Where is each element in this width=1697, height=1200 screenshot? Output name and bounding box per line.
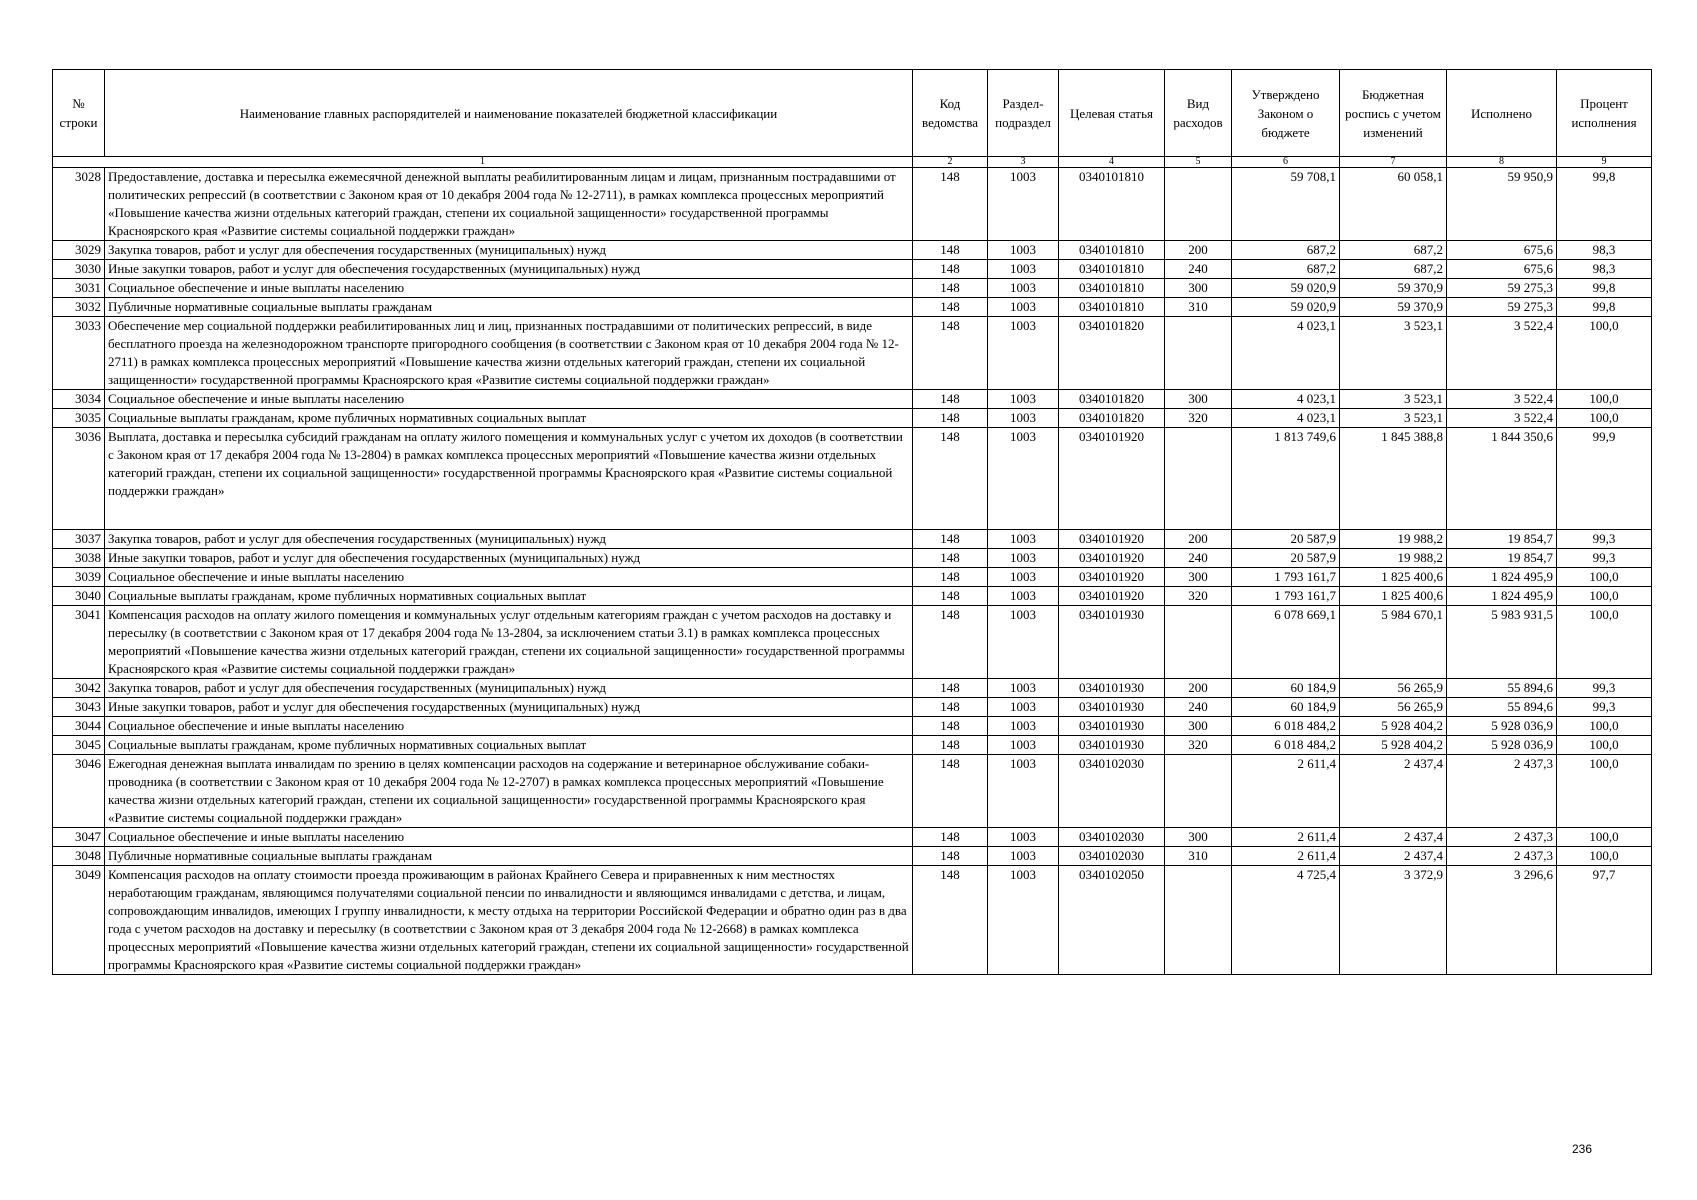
row-section: 1003 bbox=[988, 390, 1059, 409]
row-number: 3038 bbox=[53, 549, 105, 568]
table-row bbox=[53, 390, 1652, 409]
column-number: 1 bbox=[53, 157, 913, 168]
row-target-item: 0340101920 bbox=[1059, 568, 1165, 587]
row-executed: 2 437,3 bbox=[1447, 847, 1557, 866]
row-expense-type: 200 bbox=[1165, 530, 1232, 549]
row-number: 3049 bbox=[53, 866, 105, 975]
row-budget-plan: 3 523,1 bbox=[1340, 390, 1447, 409]
row-approved: 20 587,9 bbox=[1232, 530, 1340, 549]
row-executed: 1 824 495,9 bbox=[1447, 587, 1557, 606]
table-row bbox=[53, 317, 1652, 390]
row-expense-type: 300 bbox=[1165, 390, 1232, 409]
column-number: 4 bbox=[1059, 157, 1165, 168]
row-ministry-code: 148 bbox=[913, 698, 988, 717]
row-approved: 2 611,4 bbox=[1232, 828, 1340, 847]
table-row bbox=[53, 409, 1652, 428]
row-name: Компенсация расходов на оплату жилого помещения и коммунальных услуг отдельным категориям граждан с учетом расходов на доставку и пересылку (в соответствии с Законом края от 17 декабря 2004 года № 13-2804, за исключением статьи 3.1) в рамках комплекса процессных мероприятий «Повышение качества жизни отдельных категорий граждан, степени их социальной защищенности» государственной программы Красноярского края «Развитие системы социальной поддержки граждан» bbox=[105, 606, 913, 679]
row-target-item: 0340101930 bbox=[1059, 679, 1165, 698]
row-executed: 19 854,7 bbox=[1447, 549, 1557, 568]
row-ministry-code: 148 bbox=[913, 736, 988, 755]
row-number: 3046 bbox=[53, 755, 105, 828]
row-percent: 100,0 bbox=[1557, 409, 1652, 428]
header-percent: Процент исполнения bbox=[1557, 70, 1652, 157]
row-approved: 4 023,1 bbox=[1232, 390, 1340, 409]
row-budget-plan: 2 437,4 bbox=[1340, 828, 1447, 847]
row-number: 3045 bbox=[53, 736, 105, 755]
row-executed: 675,6 bbox=[1447, 260, 1557, 279]
row-budget-plan: 2 437,4 bbox=[1340, 755, 1447, 828]
row-percent: 100,0 bbox=[1557, 717, 1652, 736]
row-name: Социальное обеспечение и иные выплаты населению bbox=[105, 717, 913, 736]
row-target-item: 0340101920 bbox=[1059, 549, 1165, 568]
row-expense-type: 300 bbox=[1165, 279, 1232, 298]
column-number: 3 bbox=[988, 157, 1059, 168]
row-ministry-code: 148 bbox=[913, 390, 988, 409]
table-row bbox=[53, 866, 1652, 975]
column-number: 2 bbox=[913, 157, 988, 168]
row-percent: 100,0 bbox=[1557, 847, 1652, 866]
row-ministry-code: 148 bbox=[913, 260, 988, 279]
row-name: Обеспечение мер социальной поддержки реабилитированных лиц и лиц, признанных пострадавшими от политических репрессий, в виде бесплатного проезда на железнодорожном транспорте пригородного сообщения (в соответствии с Законом края от 10 декабря 2004 года № 12-2711) в рамках комплекса процессных мероприятий «Повышение качества жизни отдельных категорий граждан, степени их социальной защищенности» государственной программы Красноярского края «Развитие системы социальной поддержки граждан» bbox=[105, 317, 913, 390]
row-section: 1003 bbox=[988, 698, 1059, 717]
row-percent: 99,9 bbox=[1557, 428, 1652, 530]
row-section: 1003 bbox=[988, 549, 1059, 568]
row-budget-plan: 59 370,9 bbox=[1340, 298, 1447, 317]
row-section: 1003 bbox=[988, 828, 1059, 847]
row-executed: 5 983 931,5 bbox=[1447, 606, 1557, 679]
row-approved: 687,2 bbox=[1232, 260, 1340, 279]
row-target-item: 0340102030 bbox=[1059, 847, 1165, 866]
row-percent: 100,0 bbox=[1557, 568, 1652, 587]
row-number: 3033 bbox=[53, 317, 105, 390]
row-expense-type bbox=[1165, 317, 1232, 390]
row-number: 3044 bbox=[53, 717, 105, 736]
row-expense-type: 320 bbox=[1165, 587, 1232, 606]
row-ministry-code: 148 bbox=[913, 298, 988, 317]
header-executed: Исполнено bbox=[1447, 70, 1557, 157]
header-budget-plan: Бюджетная роспись с учетом изменений bbox=[1340, 70, 1447, 157]
row-section: 1003 bbox=[988, 409, 1059, 428]
row-name: Выплата, доставка и пересылка субсидий гражданам на оплату жилого помещения и коммунальных услуг с учетом их доходов (в соответствии с Законом края от 17 декабря 2004 года № 13-2804) в рамках комплекса процессных мероприятий «Повышение качества жизни отдельных категорий граждан, степени их социальной защищенности» государственной программы Красноярского края «Развитие системы социальной поддержки граждан» bbox=[105, 428, 913, 530]
row-budget-plan: 60 058,1 bbox=[1340, 168, 1447, 241]
column-number: 7 bbox=[1340, 157, 1447, 168]
row-section: 1003 bbox=[988, 568, 1059, 587]
row-approved: 1 793 161,7 bbox=[1232, 568, 1340, 587]
row-name: Социальные выплаты гражданам, кроме публичных нормативных социальных выплат bbox=[105, 587, 913, 606]
row-expense-type bbox=[1165, 168, 1232, 241]
table-row bbox=[53, 241, 1652, 260]
row-executed: 2 437,3 bbox=[1447, 755, 1557, 828]
row-percent: 100,0 bbox=[1557, 317, 1652, 390]
row-executed: 1 844 350,6 bbox=[1447, 428, 1557, 530]
row-number: 3036 bbox=[53, 428, 105, 530]
table-row bbox=[53, 168, 1652, 241]
table-row bbox=[53, 260, 1652, 279]
row-number: 3040 bbox=[53, 587, 105, 606]
row-number: 3047 bbox=[53, 828, 105, 847]
row-budget-plan: 19 988,2 bbox=[1340, 549, 1447, 568]
row-section: 1003 bbox=[988, 717, 1059, 736]
row-approved: 1 813 749,6 bbox=[1232, 428, 1340, 530]
row-ministry-code: 148 bbox=[913, 409, 988, 428]
row-name: Социальные выплаты гражданам, кроме публичных нормативных социальных выплат bbox=[105, 409, 913, 428]
row-name: Иные закупки товаров, работ и услуг для обеспечения государственных (муниципальных) нужд bbox=[105, 260, 913, 279]
table-row bbox=[53, 298, 1652, 317]
table-row bbox=[53, 736, 1652, 755]
row-approved: 4 023,1 bbox=[1232, 409, 1340, 428]
row-ministry-code: 148 bbox=[913, 168, 988, 241]
row-percent: 99,3 bbox=[1557, 549, 1652, 568]
row-executed: 5 928 036,9 bbox=[1447, 717, 1557, 736]
row-target-item: 0340101820 bbox=[1059, 317, 1165, 390]
row-executed: 3 522,4 bbox=[1447, 409, 1557, 428]
row-target-item: 0340101810 bbox=[1059, 168, 1165, 241]
table-row bbox=[53, 679, 1652, 698]
row-expense-type: 240 bbox=[1165, 549, 1232, 568]
row-ministry-code: 148 bbox=[913, 549, 988, 568]
table-row bbox=[53, 698, 1652, 717]
row-expense-type: 310 bbox=[1165, 298, 1232, 317]
row-section: 1003 bbox=[988, 279, 1059, 298]
row-section: 1003 bbox=[988, 866, 1059, 975]
row-name: Социальное обеспечение и иные выплаты населению bbox=[105, 279, 913, 298]
row-expense-type: 320 bbox=[1165, 736, 1232, 755]
row-budget-plan: 3 523,1 bbox=[1340, 409, 1447, 428]
row-number: 3029 bbox=[53, 241, 105, 260]
row-target-item: 0340101920 bbox=[1059, 530, 1165, 549]
row-percent: 100,0 bbox=[1557, 755, 1652, 828]
table-row bbox=[53, 587, 1652, 606]
row-name: Социальное обеспечение и иные выплаты населению bbox=[105, 568, 913, 587]
row-percent: 100,0 bbox=[1557, 828, 1652, 847]
row-name: Социальное обеспечение и иные выплаты населению bbox=[105, 828, 913, 847]
row-executed: 675,6 bbox=[1447, 241, 1557, 260]
row-number: 3034 bbox=[53, 390, 105, 409]
row-section: 1003 bbox=[988, 298, 1059, 317]
row-approved: 59 020,9 bbox=[1232, 279, 1340, 298]
row-target-item: 0340101810 bbox=[1059, 298, 1165, 317]
row-name: Закупка товаров, работ и услуг для обеспечения государственных (муниципальных) нужд bbox=[105, 679, 913, 698]
row-percent: 99,3 bbox=[1557, 679, 1652, 698]
row-budget-plan: 1 825 400,6 bbox=[1340, 568, 1447, 587]
row-expense-type bbox=[1165, 866, 1232, 975]
row-budget-plan: 1 845 388,8 bbox=[1340, 428, 1447, 530]
row-approved: 60 184,9 bbox=[1232, 679, 1340, 698]
row-approved: 2 611,4 bbox=[1232, 847, 1340, 866]
row-percent: 98,3 bbox=[1557, 241, 1652, 260]
table-header bbox=[53, 70, 1652, 168]
row-name: Закупка товаров, работ и услуг для обеспечения государственных (муниципальных) нужд bbox=[105, 530, 913, 549]
row-section: 1003 bbox=[988, 679, 1059, 698]
row-name: Публичные нормативные социальные выплаты гражданам bbox=[105, 298, 913, 317]
row-name: Ежегодная денежная выплата инвалидам по зрению в целях компенсации расходов на содержание и ветеринарное обслуживание собаки-проводника (в соответствии с Законом края от 10 декабря 2004 года № 12-2707) в рамках комплекса процессных мероприятий «Повышение качества жизни отдельных категорий граждан, степени их социальной защищенности» государственной программы Красноярского края «Развитие системы социальной поддержки граждан» bbox=[105, 755, 913, 828]
row-target-item: 0340102030 bbox=[1059, 828, 1165, 847]
row-section: 1003 bbox=[988, 168, 1059, 241]
row-ministry-code: 148 bbox=[913, 587, 988, 606]
row-expense-type: 300 bbox=[1165, 828, 1232, 847]
row-name: Компенсация расходов на оплату стоимости проезда проживающим в районах Крайнего Севера и приравненных к ним местностях неработающим гражданам, являющимся получателями социальной пенсии по инвалидности и являющимся инвалидами с детства, и лицам, сопровождающим инвалидов, имеющих I группу инвалидности, к месту отдыха на территории Российской Федерации и обратно один раз в два года с учетом расходов на доставку и пересылку (в соответствии с Законом края от 3 декабря 2004 года № 12-2668) в рамках комплекса процессных мероприятий «Повышение качества жизни отдельных категорий граждан, степени их социальной защищенности» государственной программы Красноярского края «Развитие системы социальной поддержки граждан» bbox=[105, 866, 913, 975]
row-ministry-code: 148 bbox=[913, 530, 988, 549]
row-number: 3042 bbox=[53, 679, 105, 698]
header-target-item: Целевая статья bbox=[1059, 70, 1165, 157]
table-row bbox=[53, 847, 1652, 866]
table-row bbox=[53, 428, 1652, 530]
row-number: 3048 bbox=[53, 847, 105, 866]
row-section: 1003 bbox=[988, 241, 1059, 260]
row-percent: 99,3 bbox=[1557, 530, 1652, 549]
row-expense-type bbox=[1165, 428, 1232, 530]
row-ministry-code: 148 bbox=[913, 717, 988, 736]
row-name: Социальные выплаты гражданам, кроме публичных нормативных социальных выплат bbox=[105, 736, 913, 755]
row-number: 3039 bbox=[53, 568, 105, 587]
row-ministry-code: 148 bbox=[913, 679, 988, 698]
row-target-item: 0340101930 bbox=[1059, 717, 1165, 736]
row-percent: 97,7 bbox=[1557, 866, 1652, 975]
header-approved: Утверждено Законом о бюджете bbox=[1232, 70, 1340, 157]
row-ministry-code: 148 bbox=[913, 568, 988, 587]
row-approved: 4 725,4 bbox=[1232, 866, 1340, 975]
row-name: Иные закупки товаров, работ и услуг для обеспечения государственных (муниципальных) нужд bbox=[105, 549, 913, 568]
row-number: 3031 bbox=[53, 279, 105, 298]
row-approved: 59 708,1 bbox=[1232, 168, 1340, 241]
row-budget-plan: 56 265,9 bbox=[1340, 679, 1447, 698]
row-executed: 59 275,3 bbox=[1447, 298, 1557, 317]
row-budget-plan: 687,2 bbox=[1340, 241, 1447, 260]
row-budget-plan: 2 437,4 bbox=[1340, 847, 1447, 866]
row-target-item: 0340102030 bbox=[1059, 755, 1165, 828]
row-ministry-code: 148 bbox=[913, 866, 988, 975]
row-approved: 60 184,9 bbox=[1232, 698, 1340, 717]
row-target-item: 0340101820 bbox=[1059, 409, 1165, 428]
column-number: 9 bbox=[1557, 157, 1652, 168]
row-expense-type bbox=[1165, 606, 1232, 679]
table-row bbox=[53, 717, 1652, 736]
row-expense-type: 200 bbox=[1165, 241, 1232, 260]
row-approved: 6 018 484,2 bbox=[1232, 717, 1340, 736]
row-percent: 99,8 bbox=[1557, 298, 1652, 317]
row-budget-plan: 1 825 400,6 bbox=[1340, 587, 1447, 606]
row-ministry-code: 148 bbox=[913, 847, 988, 866]
row-section: 1003 bbox=[988, 755, 1059, 828]
row-expense-type: 240 bbox=[1165, 698, 1232, 717]
row-target-item: 0340101920 bbox=[1059, 428, 1165, 530]
row-percent: 100,0 bbox=[1557, 736, 1652, 755]
row-budget-plan: 3 523,1 bbox=[1340, 317, 1447, 390]
row-ministry-code: 148 bbox=[913, 317, 988, 390]
row-executed: 3 522,4 bbox=[1447, 390, 1557, 409]
header-row-no: № строки bbox=[53, 70, 105, 157]
row-expense-type: 200 bbox=[1165, 679, 1232, 698]
row-expense-type: 320 bbox=[1165, 409, 1232, 428]
row-executed: 1 824 495,9 bbox=[1447, 568, 1557, 587]
row-approved: 1 793 161,7 bbox=[1232, 587, 1340, 606]
row-budget-plan: 19 988,2 bbox=[1340, 530, 1447, 549]
row-budget-plan: 59 370,9 bbox=[1340, 279, 1447, 298]
column-number: 6 bbox=[1232, 157, 1340, 168]
row-ministry-code: 148 bbox=[913, 755, 988, 828]
row-section: 1003 bbox=[988, 317, 1059, 390]
row-budget-plan: 5 928 404,2 bbox=[1340, 717, 1447, 736]
table-row bbox=[53, 568, 1652, 587]
row-target-item: 0340101930 bbox=[1059, 698, 1165, 717]
row-number: 3032 bbox=[53, 298, 105, 317]
row-expense-type: 240 bbox=[1165, 260, 1232, 279]
table-row bbox=[53, 549, 1652, 568]
row-budget-plan: 687,2 bbox=[1340, 260, 1447, 279]
row-expense-type: 310 bbox=[1165, 847, 1232, 866]
row-approved: 4 023,1 bbox=[1232, 317, 1340, 390]
page-number: 236 bbox=[1571, 1142, 1592, 1156]
row-expense-type bbox=[1165, 755, 1232, 828]
header-section: Раздел-подраздел bbox=[988, 70, 1059, 157]
row-executed: 59 275,3 bbox=[1447, 279, 1557, 298]
row-percent: 99,3 bbox=[1557, 698, 1652, 717]
row-percent: 99,8 bbox=[1557, 168, 1652, 241]
table-row bbox=[53, 530, 1652, 549]
row-target-item: 0340101920 bbox=[1059, 587, 1165, 606]
row-target-item: 0340101930 bbox=[1059, 736, 1165, 755]
row-number: 3043 bbox=[53, 698, 105, 717]
row-budget-plan: 5 984 670,1 bbox=[1340, 606, 1447, 679]
row-executed: 3 296,6 bbox=[1447, 866, 1557, 975]
row-section: 1003 bbox=[988, 736, 1059, 755]
row-approved: 6 078 669,1 bbox=[1232, 606, 1340, 679]
row-ministry-code: 148 bbox=[913, 241, 988, 260]
row-number: 3035 bbox=[53, 409, 105, 428]
row-approved: 6 018 484,2 bbox=[1232, 736, 1340, 755]
row-budget-plan: 56 265,9 bbox=[1340, 698, 1447, 717]
column-number: 5 bbox=[1165, 157, 1232, 168]
row-percent: 100,0 bbox=[1557, 390, 1652, 409]
column-number: 8 bbox=[1447, 157, 1557, 168]
row-ministry-code: 148 bbox=[913, 428, 988, 530]
header-expense-type: Вид расходов bbox=[1165, 70, 1232, 157]
row-percent: 100,0 bbox=[1557, 606, 1652, 679]
row-target-item: 0340101810 bbox=[1059, 260, 1165, 279]
row-name: Закупка товаров, работ и услуг для обеспечения государственных (муниципальных) нужд bbox=[105, 241, 913, 260]
row-number: 3041 bbox=[53, 606, 105, 679]
row-approved: 2 611,4 bbox=[1232, 755, 1340, 828]
header-ministry-code: Код ведомства bbox=[913, 70, 988, 157]
row-executed: 55 894,6 bbox=[1447, 698, 1557, 717]
row-section: 1003 bbox=[988, 847, 1059, 866]
row-budget-plan: 3 372,9 bbox=[1340, 866, 1447, 975]
row-executed: 19 854,7 bbox=[1447, 530, 1557, 549]
row-name: Социальное обеспечение и иные выплаты населению bbox=[105, 390, 913, 409]
row-approved: 59 020,9 bbox=[1232, 298, 1340, 317]
row-executed: 59 950,9 bbox=[1447, 168, 1557, 241]
row-section: 1003 bbox=[988, 530, 1059, 549]
row-section: 1003 bbox=[988, 606, 1059, 679]
row-name: Публичные нормативные социальные выплаты гражданам bbox=[105, 847, 913, 866]
row-executed: 2 437,3 bbox=[1447, 828, 1557, 847]
row-target-item: 0340101810 bbox=[1059, 241, 1165, 260]
row-section: 1003 bbox=[988, 587, 1059, 606]
row-expense-type: 300 bbox=[1165, 717, 1232, 736]
row-name: Предоставление, доставка и пересылка ежемесячной денежной выплаты реабилитированным лицам и лицам, признанным пострадавшими от политических репрессий (в соответствии с Законом края от 10 декабря 2004 года № 12-2711), в рамках комплекса процессных мероприятий «Повышение качества жизни отдельных категорий граждан, степени их социальной защищенности» государственной программы Красноярского края «Развитие системы социальной поддержки граждан» bbox=[105, 168, 913, 241]
row-approved: 20 587,9 bbox=[1232, 549, 1340, 568]
row-section: 1003 bbox=[988, 428, 1059, 530]
row-target-item: 0340102050 bbox=[1059, 866, 1165, 975]
table-row bbox=[53, 828, 1652, 847]
table-row bbox=[53, 279, 1652, 298]
row-ministry-code: 148 bbox=[913, 279, 988, 298]
row-percent: 100,0 bbox=[1557, 587, 1652, 606]
table-body bbox=[53, 168, 1652, 975]
table-row bbox=[53, 606, 1652, 679]
row-ministry-code: 148 bbox=[913, 606, 988, 679]
row-target-item: 0340101930 bbox=[1059, 606, 1165, 679]
row-target-item: 0340101820 bbox=[1059, 390, 1165, 409]
row-percent: 98,3 bbox=[1557, 260, 1652, 279]
row-executed: 5 928 036,9 bbox=[1447, 736, 1557, 755]
row-name: Иные закупки товаров, работ и услуг для обеспечения государственных (муниципальных) нужд bbox=[105, 698, 913, 717]
row-percent: 99,8 bbox=[1557, 279, 1652, 298]
row-executed: 3 522,4 bbox=[1447, 317, 1557, 390]
header-name: Наименование главных распорядителей и наименование показателей бюджетной классификации bbox=[105, 70, 913, 157]
table-row bbox=[53, 755, 1652, 828]
row-target-item: 0340101810 bbox=[1059, 279, 1165, 298]
row-approved: 687,2 bbox=[1232, 241, 1340, 260]
row-ministry-code: 148 bbox=[913, 828, 988, 847]
row-section: 1003 bbox=[988, 260, 1059, 279]
row-executed: 55 894,6 bbox=[1447, 679, 1557, 698]
row-expense-type: 300 bbox=[1165, 568, 1232, 587]
row-number: 3037 bbox=[53, 530, 105, 549]
row-budget-plan: 5 928 404,2 bbox=[1340, 736, 1447, 755]
row-number: 3030 bbox=[53, 260, 105, 279]
budget-table bbox=[52, 69, 1652, 975]
row-number: 3028 bbox=[53, 168, 105, 241]
